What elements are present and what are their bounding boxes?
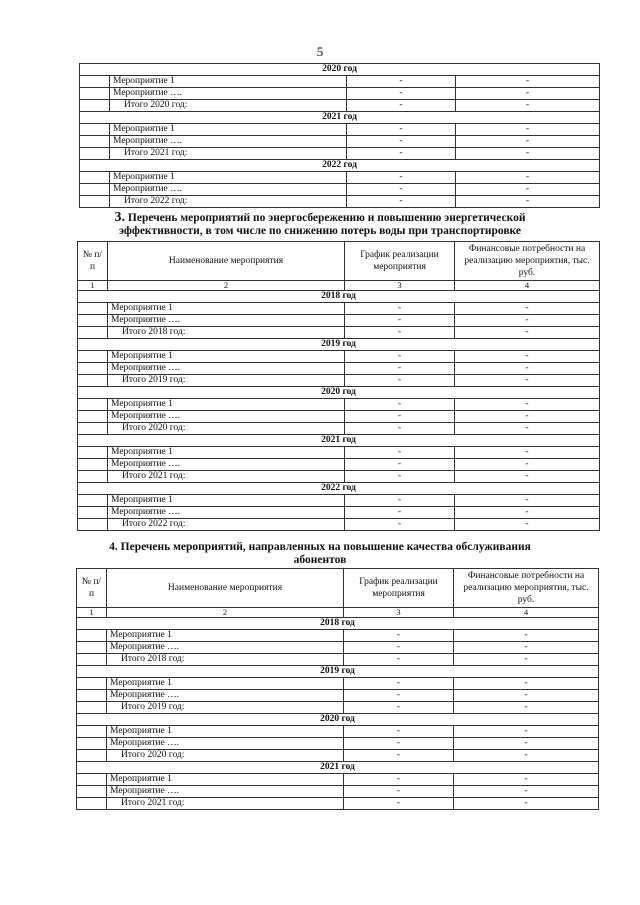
- row-num-cell: [78, 363, 108, 375]
- activity-name-cell: Мероприятие 1: [110, 76, 347, 88]
- schedule-cell: -: [345, 459, 455, 471]
- row-num-cell: [78, 303, 108, 315]
- row-num-cell: [77, 642, 107, 654]
- row-num-cell: [77, 738, 107, 750]
- schedule-cell: -: [344, 798, 454, 810]
- activity-row: [78, 315, 600, 327]
- activity-row: [77, 630, 599, 642]
- activity-row: [77, 690, 599, 702]
- activity-name-cell: Мероприятие 1: [108, 495, 345, 507]
- row-num-cell: [78, 447, 108, 459]
- section3-number: 3.: [114, 210, 126, 225]
- finance-cell: -: [454, 630, 599, 642]
- activity-name-cell: Мероприятие ….: [108, 411, 345, 423]
- header-schedule-cell: График реализации мероприятия: [344, 569, 454, 608]
- header-num-cell: № п/п: [77, 569, 107, 608]
- total-row: [78, 327, 600, 339]
- schedule-cell: -: [344, 750, 454, 762]
- total-row: [78, 471, 600, 483]
- finance-cell: -: [455, 363, 600, 375]
- activity-name-cell: Мероприятие 1: [107, 630, 344, 642]
- section3-title-line2: эффективности, в том числе по снижению потерь воды при транспортировке: [119, 225, 521, 237]
- schedule-cell: -: [345, 399, 455, 411]
- finance-cell: -: [454, 702, 599, 714]
- total-row: [78, 375, 600, 387]
- activity-name-cell: Итого 2021 год:: [107, 798, 344, 810]
- finance-cell: -: [455, 327, 600, 339]
- activity-name-cell: Мероприятие 1: [107, 678, 344, 690]
- finance-cell: -: [456, 148, 600, 160]
- section4-title-line1: 4. Перечень мероприятий, направленных на повышение качества обслуживания: [109, 541, 531, 553]
- finance-cell: -: [456, 172, 600, 184]
- schedule-cell: -: [347, 124, 456, 136]
- year-label: 2022 год: [78, 483, 600, 495]
- activity-row: [78, 459, 600, 471]
- year-row: [80, 64, 600, 76]
- year-label: 2018 год: [77, 618, 599, 630]
- activity-name-cell: Итого 2018 год:: [108, 327, 345, 339]
- finance-cell: -: [454, 678, 599, 690]
- schedule-cell: -: [347, 172, 456, 184]
- column-number-cell: 1: [78, 281, 108, 291]
- table-section3: [77, 241, 600, 531]
- schedule-cell: -: [345, 363, 455, 375]
- activity-row: [77, 786, 599, 798]
- activity-name-cell: Мероприятие 1: [108, 351, 345, 363]
- activity-name-cell: Итого 2019 год:: [107, 702, 344, 714]
- activity-row: [77, 726, 599, 738]
- year-row: [77, 762, 599, 774]
- finance-cell: -: [454, 738, 599, 750]
- activity-name-cell: Итого 2020 год:: [108, 423, 345, 435]
- activity-row: [78, 351, 600, 363]
- finance-cell: -: [455, 351, 600, 363]
- year-label: 2021 год: [77, 762, 599, 774]
- row-num-cell: [78, 327, 108, 339]
- finance-cell: -: [455, 375, 600, 387]
- activity-row: [80, 172, 600, 184]
- header-finance-cell: Финансовые потребности на реализацию мероприятия, тыс. руб.: [454, 569, 599, 608]
- row-num-cell: [80, 184, 110, 196]
- activity-name-cell: Мероприятие ….: [107, 690, 344, 702]
- activity-row: [78, 495, 600, 507]
- activity-row: [78, 399, 600, 411]
- schedule-cell: -: [344, 690, 454, 702]
- year-row: [80, 112, 600, 124]
- schedule-cell: -: [347, 136, 456, 148]
- year-label: 2018 год: [78, 291, 600, 303]
- column-number-cell: 3: [345, 281, 455, 291]
- row-num-cell: [78, 471, 108, 483]
- schedule-cell: -: [345, 351, 455, 363]
- schedule-cell: -: [347, 148, 456, 160]
- section3-title: [0, 211, 640, 238]
- schedule-cell: -: [344, 654, 454, 666]
- finance-cell: -: [456, 88, 600, 100]
- activity-name-cell: Мероприятие ….: [108, 363, 345, 375]
- activity-name-cell: Мероприятие 1: [108, 399, 345, 411]
- activity-name-cell: Итого 2020 год:: [107, 750, 344, 762]
- finance-cell: -: [455, 411, 600, 423]
- row-num-cell: [80, 172, 110, 184]
- activity-row: [78, 363, 600, 375]
- schedule-cell: -: [345, 327, 455, 339]
- column-number-row: [77, 608, 599, 618]
- finance-cell: -: [456, 196, 600, 208]
- finance-cell: -: [455, 459, 600, 471]
- activity-name-cell: Итого 2020 год:: [110, 100, 347, 112]
- row-num-cell: [80, 124, 110, 136]
- schedule-cell: -: [345, 447, 455, 459]
- finance-cell: -: [454, 654, 599, 666]
- activity-name-cell: Мероприятие ….: [107, 642, 344, 654]
- row-num-cell: [78, 423, 108, 435]
- header-row: [78, 242, 600, 281]
- header-name-cell: Наименование мероприятия: [108, 242, 345, 281]
- activity-row: [80, 88, 600, 100]
- schedule-cell: -: [344, 738, 454, 750]
- finance-cell: -: [455, 423, 600, 435]
- table-section4: [76, 568, 599, 810]
- finance-cell: -: [455, 399, 600, 411]
- header-finance-cell: Финансовые потребности на реализацию мероприятия, тыс. руб.: [455, 242, 600, 281]
- activity-row: [77, 774, 599, 786]
- finance-cell: -: [456, 124, 600, 136]
- row-num-cell: [78, 351, 108, 363]
- year-label: 2021 год: [78, 435, 600, 447]
- finance-cell: -: [455, 471, 600, 483]
- activity-name-cell: Мероприятие ….: [110, 88, 347, 100]
- total-row: [77, 702, 599, 714]
- total-row: [80, 100, 600, 112]
- year-row: [77, 666, 599, 678]
- schedule-cell: -: [344, 702, 454, 714]
- row-num-cell: [77, 654, 107, 666]
- row-num-cell: [77, 630, 107, 642]
- row-num-cell: [78, 411, 108, 423]
- row-num-cell: [77, 678, 107, 690]
- year-label: 2022 год: [80, 160, 600, 172]
- schedule-cell: -: [347, 196, 456, 208]
- year-row: [77, 714, 599, 726]
- year-row: [78, 387, 600, 399]
- schedule-cell: -: [345, 303, 455, 315]
- schedule-cell: -: [345, 495, 455, 507]
- row-num-cell: [78, 459, 108, 471]
- finance-cell: -: [455, 507, 600, 519]
- activity-name-cell: Мероприятие ….: [110, 136, 347, 148]
- finance-cell: -: [455, 315, 600, 327]
- activity-name-cell: Итого 2019 год:: [108, 375, 345, 387]
- total-row: [78, 519, 600, 531]
- activity-row: [78, 411, 600, 423]
- schedule-cell: -: [347, 76, 456, 88]
- activity-row: [80, 124, 600, 136]
- activity-name-cell: Итого 2021 год:: [108, 471, 345, 483]
- finance-cell: -: [456, 100, 600, 112]
- section4-title-line2: абонентов: [293, 554, 347, 566]
- total-row: [77, 750, 599, 762]
- schedule-cell: -: [345, 519, 455, 531]
- row-num-cell: [80, 76, 110, 88]
- activity-name-cell: Мероприятие 1: [110, 124, 347, 136]
- row-num-cell: [78, 519, 108, 531]
- total-row: [78, 423, 600, 435]
- year-label: 2019 год: [77, 666, 599, 678]
- finance-cell: -: [455, 447, 600, 459]
- activity-name-cell: Мероприятие ….: [108, 459, 345, 471]
- schedule-cell: -: [344, 726, 454, 738]
- schedule-cell: -: [344, 630, 454, 642]
- row-num-cell: [77, 690, 107, 702]
- year-row: [78, 291, 600, 303]
- year-row: [80, 160, 600, 172]
- table-top: [79, 63, 600, 208]
- header-num-cell: № п/п: [78, 242, 108, 281]
- schedule-cell: -: [345, 471, 455, 483]
- row-num-cell: [77, 774, 107, 786]
- activity-name-cell: Мероприятие ….: [107, 738, 344, 750]
- row-num-cell: [77, 786, 107, 798]
- total-row: [77, 798, 599, 810]
- total-row: [80, 148, 600, 160]
- finance-cell: -: [455, 303, 600, 315]
- row-num-cell: [77, 702, 107, 714]
- row-num-cell: [77, 750, 107, 762]
- row-num-cell: [77, 726, 107, 738]
- schedule-cell: -: [344, 678, 454, 690]
- schedule-cell: -: [345, 423, 455, 435]
- year-label: 2020 год: [77, 714, 599, 726]
- finance-cell: -: [454, 642, 599, 654]
- finance-cell: -: [456, 136, 600, 148]
- row-num-cell: [78, 315, 108, 327]
- schedule-cell: -: [347, 100, 456, 112]
- row-num-cell: [80, 148, 110, 160]
- finance-cell: -: [455, 519, 600, 531]
- finance-cell: -: [454, 726, 599, 738]
- column-number-cell: 1: [77, 608, 107, 618]
- column-number-cell: 2: [108, 281, 345, 291]
- activity-name-cell: Итого 2022 год:: [110, 196, 347, 208]
- finance-cell: -: [455, 495, 600, 507]
- schedule-cell: -: [344, 642, 454, 654]
- finance-cell: -: [454, 750, 599, 762]
- row-num-cell: [78, 495, 108, 507]
- schedule-cell: -: [344, 774, 454, 786]
- activity-name-cell: Мероприятие ….: [108, 507, 345, 519]
- finance-cell: -: [454, 774, 599, 786]
- schedule-cell: -: [345, 315, 455, 327]
- schedule-cell: -: [345, 507, 455, 519]
- activity-name-cell: Мероприятие 1: [108, 447, 345, 459]
- activity-name-cell: Мероприятие ….: [110, 184, 347, 196]
- row-num-cell: [78, 375, 108, 387]
- finance-cell: -: [454, 690, 599, 702]
- schedule-cell: -: [347, 184, 456, 196]
- year-row: [78, 339, 600, 351]
- activity-name-cell: Итого 2021 год:: [110, 148, 347, 160]
- section4-title: [0, 541, 640, 567]
- year-row: [78, 483, 600, 495]
- row-num-cell: [77, 798, 107, 810]
- row-num-cell: [78, 399, 108, 411]
- total-row: [80, 196, 600, 208]
- activity-name-cell: Мероприятие 1: [108, 303, 345, 315]
- column-number-cell: 2: [107, 608, 344, 618]
- schedule-cell: -: [345, 375, 455, 387]
- section3-title-line1: Перечень мероприятий по энергосбережению и повышению энергетической: [127, 212, 526, 224]
- year-label: 2019 год: [78, 339, 600, 351]
- page-number: 5: [316, 44, 324, 59]
- column-number-cell: 3: [344, 608, 454, 618]
- activity-row: [78, 507, 600, 519]
- activity-name-cell: Итого 2022 год:: [108, 519, 345, 531]
- row-num-cell: [78, 507, 108, 519]
- column-number-cell: 4: [455, 281, 600, 291]
- year-label: 2020 год: [80, 64, 600, 76]
- activity-row: [77, 678, 599, 690]
- header-row: [77, 569, 599, 608]
- finance-cell: -: [454, 786, 599, 798]
- year-row: [77, 618, 599, 630]
- activity-name-cell: Мероприятие ….: [108, 315, 345, 327]
- row-num-cell: [80, 100, 110, 112]
- activity-name-cell: Мероприятие 1: [107, 726, 344, 738]
- activity-name-cell: Мероприятие 1: [110, 172, 347, 184]
- finance-cell: -: [456, 76, 600, 88]
- activity-row: [77, 642, 599, 654]
- activity-row: [77, 738, 599, 750]
- year-row: [78, 435, 600, 447]
- row-num-cell: [80, 136, 110, 148]
- row-num-cell: [80, 88, 110, 100]
- activity-row: [78, 447, 600, 459]
- finance-cell: -: [456, 184, 600, 196]
- activity-row: [80, 76, 600, 88]
- finance-cell: -: [454, 798, 599, 810]
- header-name-cell: Наименование мероприятия: [107, 569, 344, 608]
- activity-name-cell: Мероприятие 1: [107, 774, 344, 786]
- total-row: [77, 654, 599, 666]
- activity-row: [80, 184, 600, 196]
- row-num-cell: [80, 196, 110, 208]
- year-label: 2021 год: [80, 112, 600, 124]
- schedule-cell: -: [347, 88, 456, 100]
- activity-row: [80, 136, 600, 148]
- activity-row: [78, 303, 600, 315]
- schedule-cell: -: [345, 411, 455, 423]
- activity-name-cell: Мероприятие ….: [107, 786, 344, 798]
- year-label: 2020 год: [78, 387, 600, 399]
- schedule-cell: -: [344, 786, 454, 798]
- column-number-row: [78, 281, 600, 291]
- activity-name-cell: Итого 2018 год:: [107, 654, 344, 666]
- column-number-cell: 4: [454, 608, 599, 618]
- header-schedule-cell: График реализации мероприятия: [345, 242, 455, 281]
